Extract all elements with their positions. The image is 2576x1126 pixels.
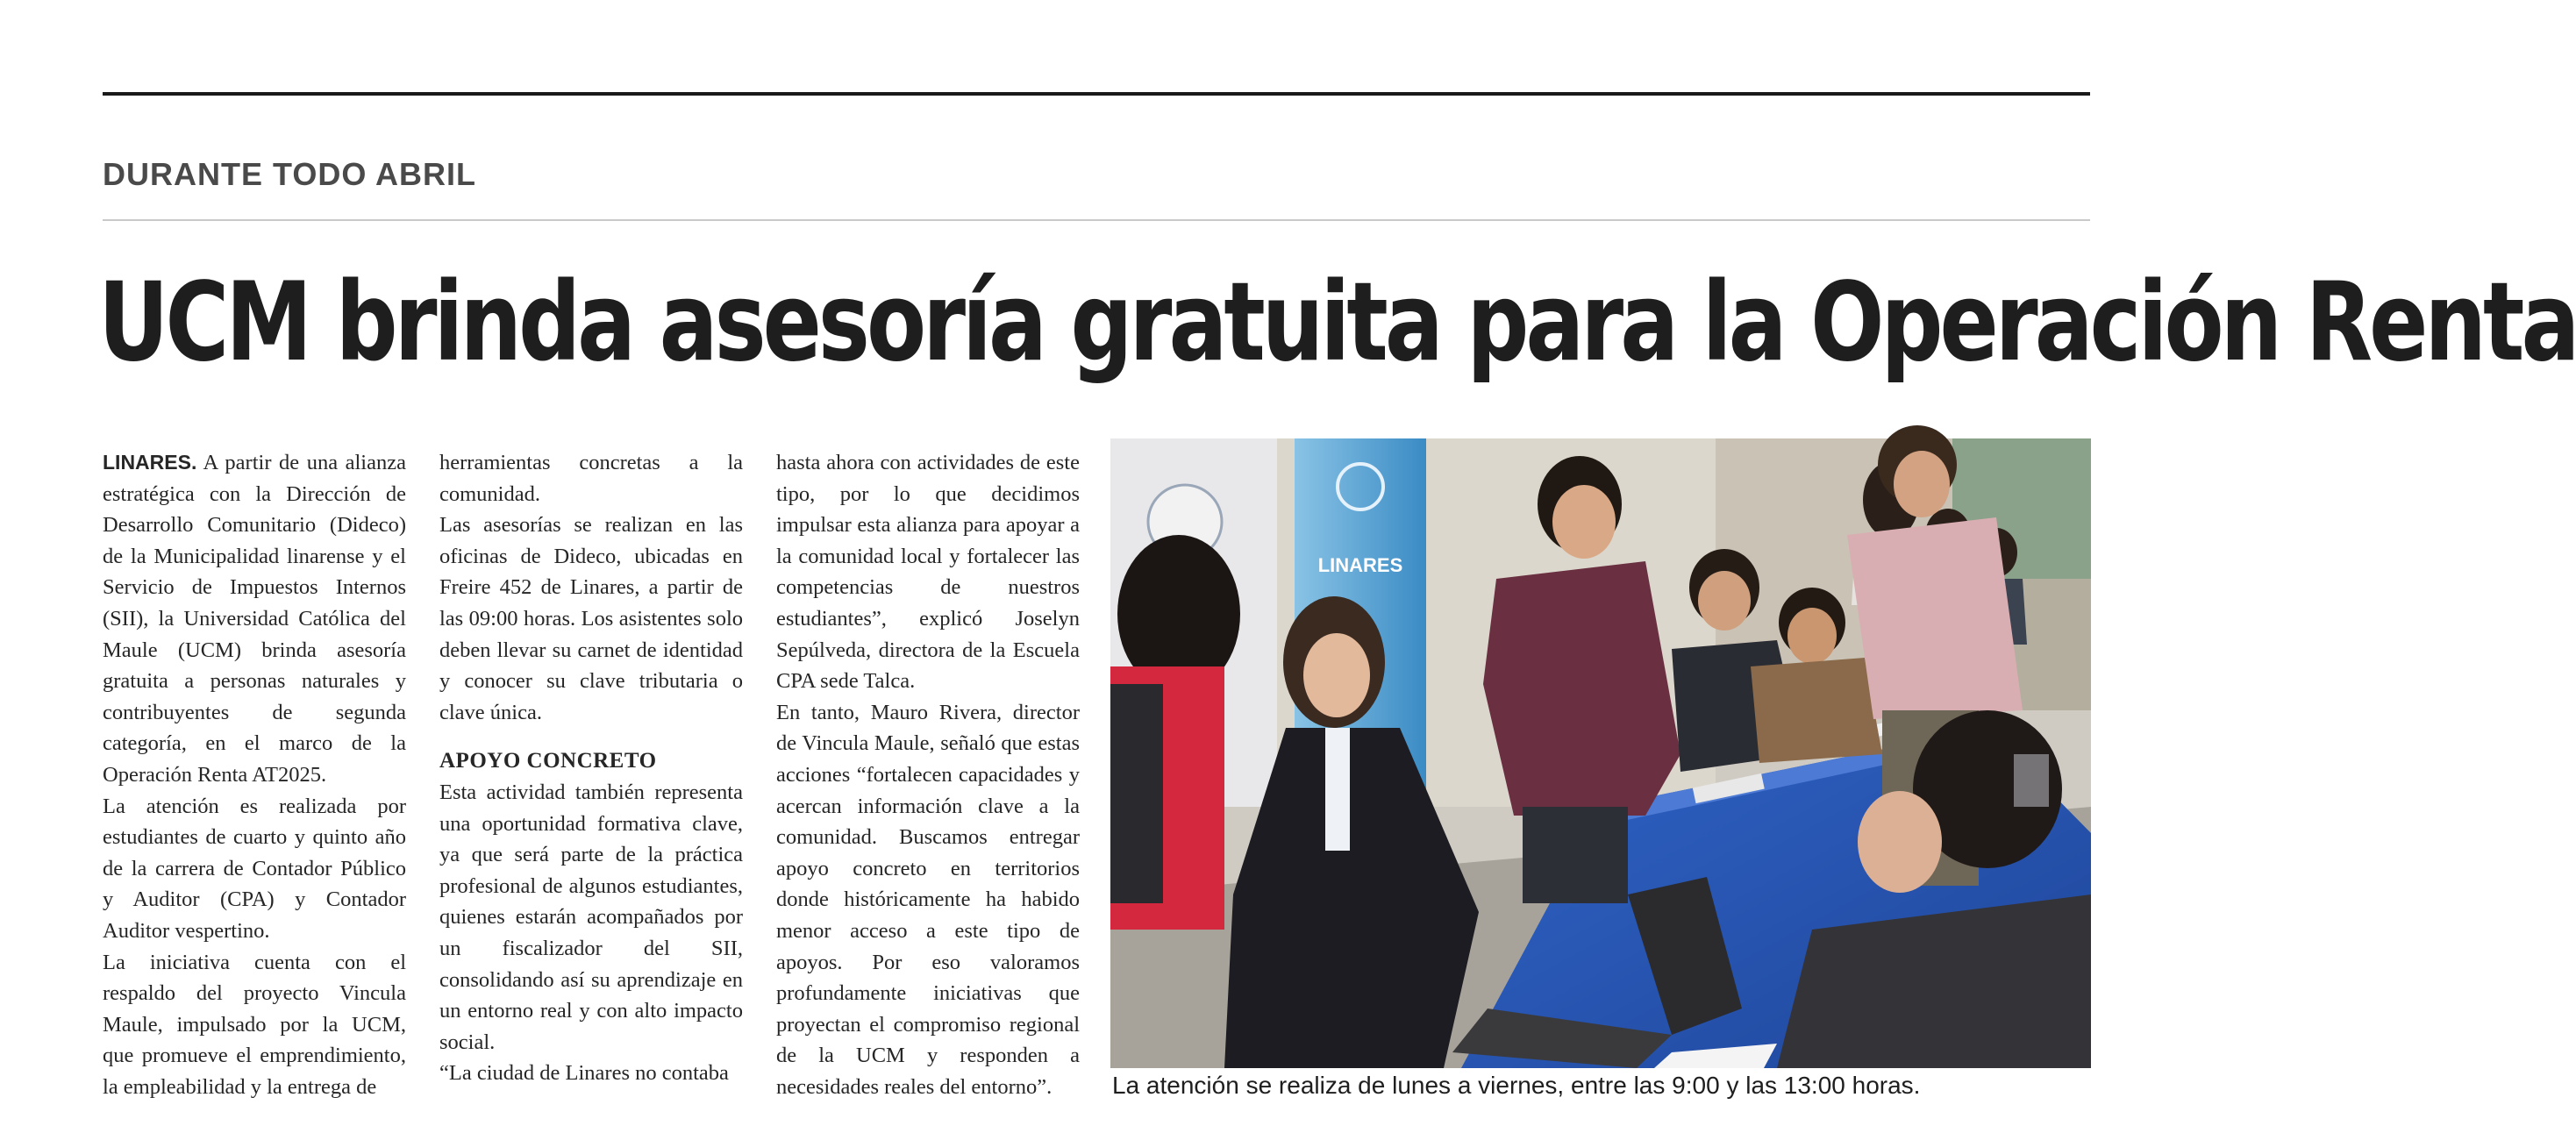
subheading: APOYO CONCRETO bbox=[439, 749, 657, 773]
photo-caption: La atención se realiza de lunes a viernes, entre las 9:00 y las 13:00 horas. bbox=[1112, 1072, 1921, 1099]
article-paragraph bbox=[103, 447, 406, 791]
headline: UCM brinda asesoría gratuita para la Operación Renta bbox=[98, 260, 2576, 386]
article-column-3 bbox=[776, 447, 1080, 1102]
article-paragraph: La iniciativa cuenta con el respaldo del proyecto Vincula Maule, impulsado por la UCM, que promueve el emprendimiento, la empleabilidad y la entrega de bbox=[103, 950, 406, 1099]
article-column-1 bbox=[103, 447, 406, 1102]
article-paragraph: herramientas concretas a la comunidad. bbox=[439, 451, 743, 506]
top-rule bbox=[103, 92, 2090, 96]
article-paragraph: En tanto, Mauro Rivera, director de Vincula Maule, señaló que estas acciones “fortalecen capacidades y acercan información clave a la comunidad. Buscamos entregar apoyo concreto en territorios donde históricamente ha habido menor acceso a este tipo de apoyos. Por eso valoramos profundamente iniciativas que proyectan el compromiso regional de la UCM y responden a necesidades reales del entorno”. bbox=[776, 700, 1080, 1099]
article-paragraph: hasta ahora con actividades de este tipo, por lo que decidimos impulsar esta alianza para apoyar a la comunidad local y fortalecer las competencias de nuestros estudiantes”, explicó Joselyn Sepúlveda, directora de la Escuela CPA sede Talca. bbox=[776, 451, 1080, 694]
section-label: DURANTE TODO ABRIL bbox=[103, 156, 476, 192]
article-paragraph: Las asesorías se realizan en las oficinas de Dideco, ubicadas en Freire 452 de Linares, a partir de las 09:00 horas. Los asistentes solo deben llevar su carnet de identidad y conocer su clave tributaria o clave única. bbox=[439, 513, 743, 724]
article-column-2 bbox=[439, 447, 743, 1089]
photo-illustration bbox=[1110, 438, 2091, 1068]
article-paragraph: “La ciudad de Linares no contaba bbox=[439, 1061, 729, 1086]
dateline: LINARES. bbox=[103, 451, 197, 474]
banner-text: LINARES bbox=[1317, 554, 1403, 576]
article-paragraph: Esta actividad también representa una oportunidad formativa clave, ya que será parte de la práctica profesional de algunos estudiantes, quienes estarán acompañados por un fiscalizador del SII, consolidando así su aprendizaje en un entorno real y con alto impacto social. bbox=[439, 780, 743, 1054]
article-paragraph: La atención es realizada por estudiantes de cuarto y quinto año de la carrera de Contador Público y Auditor (CPA) y Contador Auditor vespertino. bbox=[103, 794, 406, 943]
paragraph-text: A partir de una alianza estratégica con la Dirección de Desarrollo Comunitario (Dideco) de la Municipalidad linarense y el Servicio de Impuestos Internos (SII), la Universidad Católica del Maule (UCM) brinda asesoría gratuita a personas naturales y contribuyentes de segunda categoría, en el marco de la Operación Renta AT2025. bbox=[103, 451, 406, 787]
section-divider bbox=[103, 219, 2090, 221]
article-photo bbox=[1110, 438, 2091, 1068]
